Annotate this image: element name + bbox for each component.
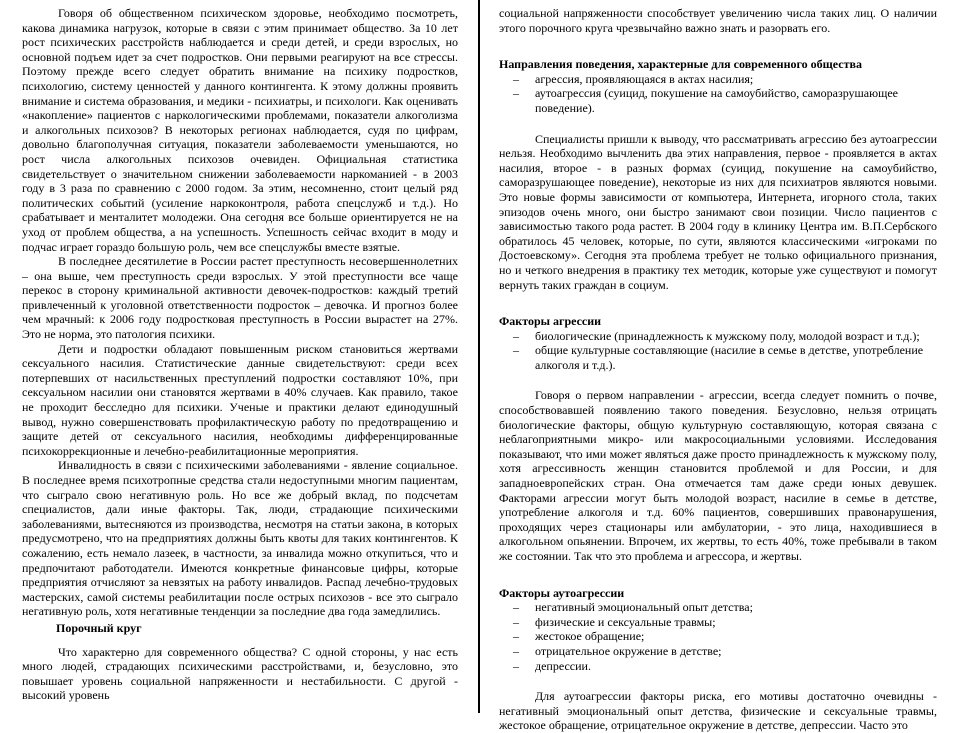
paragraph-juvenile-crime: В последнее десятилетие в России растет преступность несовершеннолетних – она выше, чем преступность среди взрослых. У этой преступности все чаще перекос в сторону криминальной активности девочек-подростков: каждый третий привлеченный к уголовной ответственности подросток – девочка. И прогноз более чем мрачный: к 2006 году подростковая преступность в России вырастет на 27%. Это не норма, это патология психики.: [22, 254, 458, 342]
spacer: [499, 564, 937, 586]
list-item: – аутоагрессия (суицид, покушение на самоубийство, саморазрушающее поведение).: [535, 86, 937, 115]
list-item: – отрицательное окружение в детстве;: [535, 644, 937, 659]
paragraph-mental-health: Говоря об общественном психическом здоровье, необходимо посмотреть, какова динамика нагрузок, которые в связи с этим принимает общество. За 10 лет рост психических расстройств наблюдается и среди детей, и среди взрослых, но основной подъем идет за счет подростков. Они первыми реагируют на все стрессы. Поэтому прежде всего следует обратить внимание на психику подростков, психологию, систему ценностей у данного контингента. К этому должны проявить внимание и система образования, и медики - психиатры, и психологи. Как оценивать «накопление» пациентов с наркологическими проблемами, показатели алкоголизма и алкогольных психозов? В некоторых регионах наблюдается, судя по цифрам, довольно благополучная ситуация, показатели заболеваемости уменьшаются, но рост числа алкогольных психозов очевиден. Официальная статистика свидетельствует о значительном снижении заболеваемости наркоманией - в 2003 году в 3 раза по сравнению с 2000 годом. За этим, несомненно, стоит целый ряд политических событий (усиление наркоконтроля, работа спецслужб и т.д.). Но срабатывает и менталитет молодежи. Она сегодня все больше ориентируется не на уход от проблем общества, а на успешность. Успешность сейчас входит в моду и подчас играет гораздо большую роль, чем все спецслужбы вместе взятые.: [22, 6, 458, 254]
left-column: [22, 6, 458, 719]
list-item: – негативный эмоциональный опыт детства;: [535, 600, 937, 615]
list-item: – депрессии.: [535, 659, 937, 674]
right-column: [499, 6, 937, 733]
spacer: [499, 292, 937, 314]
paragraph-aggression: Говоря о первом направлении - агрессии, всегда следует помнить о почве, способствовавшей появлению такого поведения. Безусловно, нельзя отрицать биологические факторы, общую культурную составляющую, которая связана с неблагоприятными микро- или макросоциальными условиями. Исследования показывают, что ими может являться даже просто принадлежность к мужскому полу, хотя агрессивность женщин становится проблемой и для России, и для западноевропейских стран. Она отмечается там даже среди юных девушек. Факторами агрессии могут быть молодой возраст, насилие в семье в детстве, употребление алкоголя и т.д. 60% пациентов, совершивших правонарушения, проходящих через стационары или амбулатории, - это лица, находившиеся в алкогольном опьянении. Впрочем, их жертвы, то есть 40%, тоже пребывали в таком же состоянии. Так что это проблема и агрессора, и жертвы.: [499, 388, 937, 563]
spacer: [499, 673, 937, 689]
spacer: [22, 636, 458, 645]
list-item: – агрессия, проявляющаяся в актах насилия;: [535, 72, 937, 87]
heading-vicious-circle: Порочный круг: [56, 620, 142, 635]
paragraph-modern-society: Что характерно для современного общества? С одной стороны, у нас есть много людей, страдающих психическими расстройствами, и, безусловно, это повышает уровень социальной напряженности и нестабильности. С другой - высокий уровень: [22, 644, 458, 703]
spacer: [499, 35, 937, 57]
paragraph-disability: Инвалидность в связи с психическими заболеваниями - явление социальное. В последнее время психотропные средства стали недоступными многим пациентам, что сыграло свою негативную роль. Но все же добрый вклад, по подсчетам специалистов, дали иные факторы. Так, люди, страдающие психическими заболеваниями, вытесняются из производства, несмотря на статьи закона, в которых предусмотрено, что на предприятиях должны быть квоты для таких контингентов. К сожалению, есть немало лазеек, в частности, за инвалида можно откупиться, что и предпочитают работодатели. Имеются конкретные финансовые цифры, которые предприятия отчисляют за невзятых на работу инвалидов. Распад лечебно-трудовых мастерских, самой системы реабилитации после острых психозов - все это сыграло негативную роль, хотя негативные тенденции за последние два года замедлились.: [22, 458, 458, 619]
heading-aggression-factors: Факторы агрессии: [499, 314, 602, 329]
list-behavior-directions: [499, 72, 937, 116]
list-aggression-factors: [499, 329, 937, 373]
column-divider: [478, 0, 480, 713]
spacer: [499, 116, 937, 132]
list-item: – общие культурные составляющие (насилие в семье в детстве, употребление алкоголя и т.д.).: [535, 343, 937, 372]
list-item: – жестокое обращение;: [535, 629, 937, 644]
paragraph-specialists: Специалисты пришли к выводу, что рассматривать агрессию без аутоагрессии нельзя. Необходимо вычленить два этих направления, первое - проявляется в актах насилия, второе - в разных формах (суицид, покушение на самоубийство, саморазрушающее поведение), некоторые из них для психиатров являются новыми. Это новые формы зависимости от компьютера, Интернета, игорного стола, таких эпизодов очень много, они быстро занимают свои позиции. Число пациентов с зависимостью такого рода растет. В 2004 году в клинику Центра им. В.П.Сербского обратилось 45 человек, которые, по сути, являются классическими «игроками по Достоевскому». Сегодня эта проблема требует не только официального признания, но и четкого внедрения в практику тех методик, которые уже существуют и помогут вернуть таких граждан в социум.: [499, 131, 937, 292]
heading-behavior-directions: Направления поведения, характерные для современного общества: [499, 57, 862, 72]
paragraph-autoaggression: Для аутоагрессии факторы риска, его мотивы достаточно очевидны - негативный эмоциональный опыт детства, физические и сексуальные травмы, жестокое обращение, отрицательное окружение в детстве, депрессии. Часто это: [499, 689, 937, 733]
paragraph-sexual-violence: Дети и подростки обладают повышенным риском становиться жертвами сексуального насилия. Статистические данные свидетельствуют: среди всех потерпевших от насильственных преступлений подростки составляют 10%, при сексуальном насилии они становятся жертвами в 40% случаев. Как правило, такое не проходит бесследно для психики. Ученые и практики делают единодушный вывод, нужно совершенствовать профилактическую работу по предотвращению и защите детей от сексуального насилия, необходимы дифференцированные психокоррекционные и лечебно-реабилитационные мероприятия.: [22, 341, 458, 458]
heading-autoaggression-factors: Факторы аутоагрессии: [499, 585, 625, 600]
paragraph-continuation: социальной напряженности способствует увеличению числа таких лиц. О наличии этого порочного круга чрезвычайно важно знать и разорвать его.: [499, 6, 937, 35]
list-item: – физические и сексуальные травмы;: [535, 615, 937, 630]
spacer: [499, 372, 937, 388]
list-item: – биологические (принадлежность к мужскому полу, молодой возраст и т.д.);: [535, 329, 937, 344]
list-autoaggression-factors: [499, 600, 937, 673]
